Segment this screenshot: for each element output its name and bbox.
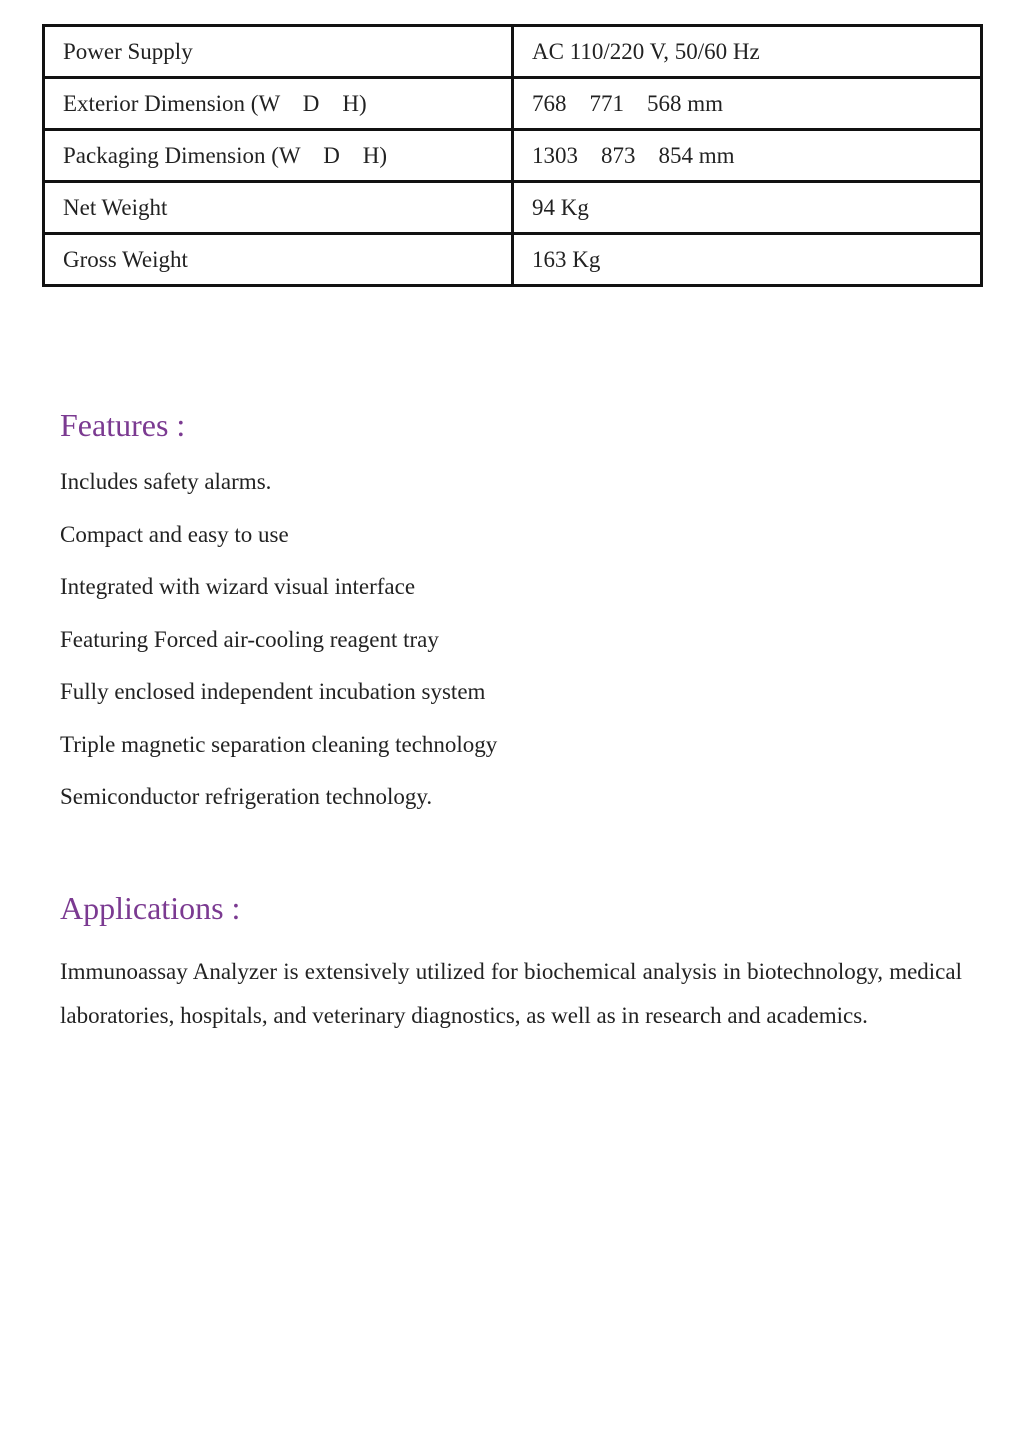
applications-heading: Applications : (60, 890, 241, 926)
spec-value: 94 Kg (513, 182, 982, 234)
spec-label: Exterior Dimension (W D H) (44, 78, 513, 130)
features-list (60, 470, 497, 838)
spec-label: Power Supply (44, 26, 513, 78)
list-item: Featuring Forced air-cooling reagent tray (60, 626, 439, 652)
spec-value: 163 Kg (513, 234, 982, 286)
spec-value: 768 771 568 mm (513, 78, 982, 130)
spec-label: Net Weight (44, 182, 513, 234)
spec-label: Gross Weight (44, 234, 513, 286)
table-row (44, 182, 982, 234)
list-item: Compact and easy to use (60, 521, 289, 547)
spec-label: Packaging Dimension (W D H) (44, 130, 513, 182)
list-item: Integrated with wizard visual interface (60, 574, 416, 599)
list-item: Semiconductor refrigeration technology. (60, 784, 433, 809)
list-item: Triple magnetic separation cleaning technology (60, 731, 498, 757)
specifications-table (42, 24, 983, 287)
table-row (44, 78, 982, 130)
spec-value: AC 110/220 V, 50/60 Hz (513, 26, 982, 78)
applications-paragraph: Immunoassay Analyzer is extensively utilized for biochemical analysis in biotechnology, medical laboratories, hospitals, and veterinary diagnostics, as well as in research and academics. (60, 959, 962, 1028)
list-item: Includes safety alarms. (60, 469, 272, 494)
list-item: Fully enclosed independent incubation system (60, 679, 486, 704)
table-row (44, 130, 982, 182)
spec-value: 1303 873 854 mm (513, 130, 982, 182)
table-row (44, 234, 982, 286)
features-heading: Features : (60, 407, 186, 443)
table-row (44, 26, 982, 78)
